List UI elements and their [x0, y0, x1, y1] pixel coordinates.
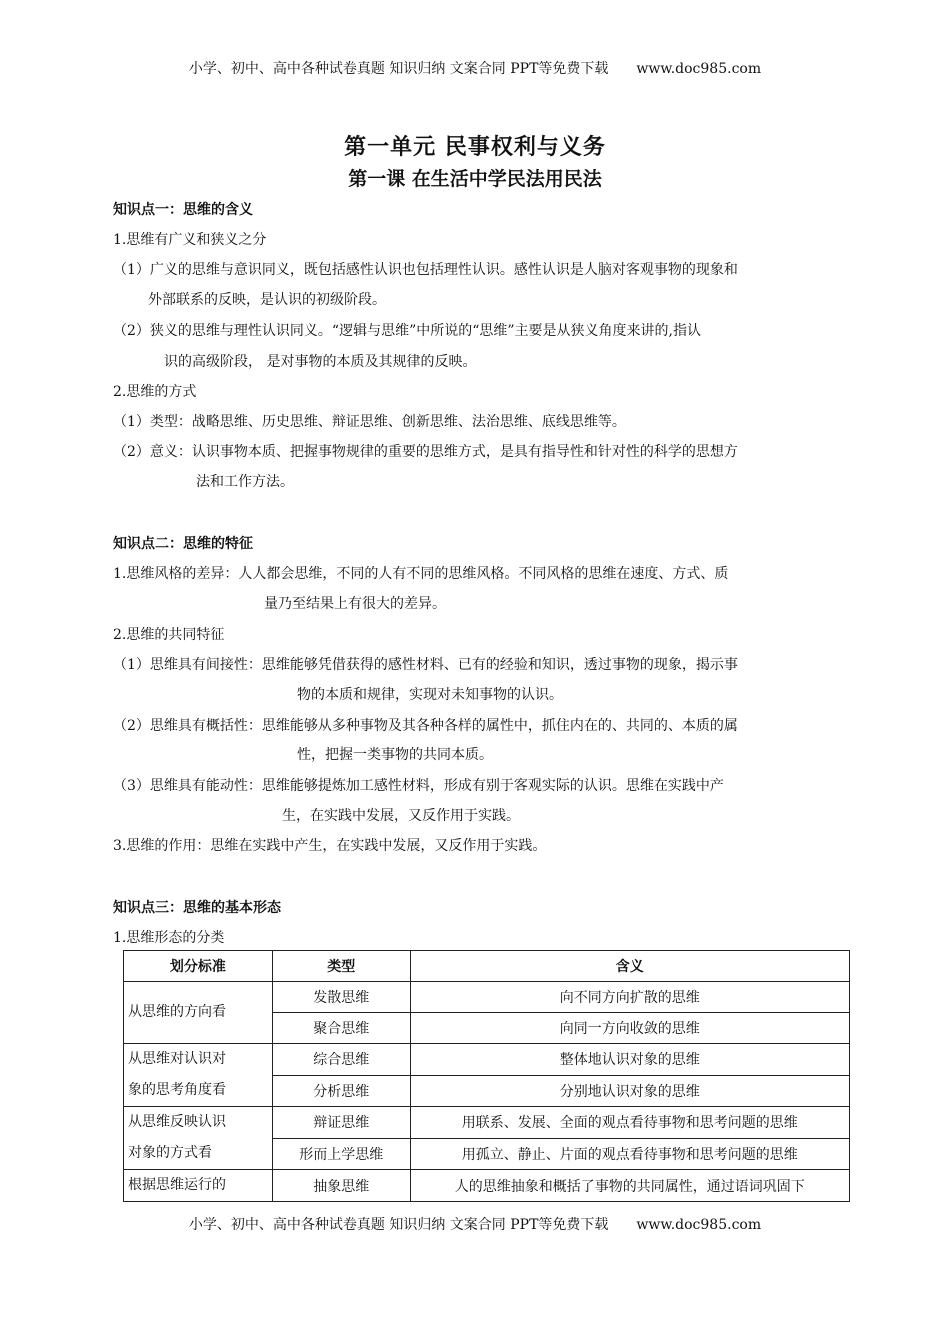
meaning-cell: 整体地认识对象的思维 — [410, 1044, 849, 1076]
meaning-cell: 分别地认识对象的思维 — [410, 1075, 849, 1107]
kp2-p2c-line2: 生，在实践中发展，又反作用于实践。 — [282, 808, 520, 824]
kp1-p2a: （1）类型：战略思维、历史思维、辩证思维、创新思维、法治思维、底线思维等。 — [113, 414, 626, 430]
type-cell: 辩证思维 — [272, 1107, 410, 1139]
meaning-cell: 用联系、发展、全面的观点看待事物和思考问题的思维 — [410, 1107, 849, 1139]
standard-text-line2: 对象的方式看 — [128, 1145, 212, 1161]
footer-site-link[interactable]: www.doc985.com — [636, 1217, 762, 1233]
standard-text: 根据思维运行的 — [128, 1177, 226, 1193]
kp1-p1b-line1: （2）狭义的思维与理性认识同义。“逻辑与思维”中所说的“思维”主要是从狭义角度来讲的,指认 — [113, 323, 701, 339]
meaning-cell: 向不同方向扩散的思维 — [410, 982, 849, 1013]
type-cell: 聚合思维 — [272, 1013, 410, 1044]
kp2-p2: 2.思维的共同特征 — [113, 627, 225, 643]
type-cell: 形而上学思维 — [272, 1138, 410, 1170]
kp1-p2b-line2: 法和工作方法。 — [196, 474, 294, 490]
table-row — [124, 1170, 850, 1202]
standard-text-line1: 从思维对认识对 — [128, 1051, 226, 1067]
table-header-row — [124, 951, 850, 982]
kp1-heading: 知识点一：思维的含义 — [113, 202, 253, 218]
kp2-p2b-line2: 性，把握一类事物的共同本质。 — [297, 747, 493, 763]
table-row — [124, 1044, 850, 1076]
page-header — [0, 58, 950, 78]
kp2-p3: 3.思维的作用：思维在实践中产生，在实践中发展，又反作用于实践。 — [113, 838, 547, 854]
kp1-p1a-line2: 外部联系的反映，是认识的初级阶段。 — [148, 292, 386, 308]
kp2-p2a-line1: （1）思维具有间接性：思维能够凭借获得的感性材料、已有的经验和知识，透过事物的现象，揭示事 — [113, 657, 738, 673]
kp2-p2a-line2: 物的本质和规律，实现对未知事物的认识。 — [297, 687, 563, 703]
standard-cell — [124, 982, 273, 1044]
col-header-type: 类型 — [272, 951, 410, 982]
standard-cell — [124, 1107, 273, 1170]
meaning-cell: 用孤立、静止、片面的观点看待事物和思考问题的思维 — [410, 1138, 849, 1170]
kp1-p1: 1.思维有广义和狭义之分 — [113, 232, 267, 248]
standard-cell — [124, 1170, 273, 1202]
kp1-p1a-line1: （1）广义的思维与意识同义，既包括感性认识也包括理性认识。感性认识是人脑对客观事物的现象和 — [113, 262, 738, 278]
kp2-p2c-line1: （3）思维具有能动性：思维能够提炼加工感性材料，形成有别于客观实际的认识。思维在实践中产 — [113, 778, 724, 794]
kp2-heading: 知识点二：思维的特征 — [113, 536, 253, 552]
kp3-heading: 知识点三：思维的基本形态 — [113, 900, 281, 916]
standard-cell — [124, 1044, 273, 1107]
kp1-p1b-line2: 识的高级阶段， 是对事物的本质及其规律的反映。 — [164, 354, 477, 370]
kp3-p1: 1.思维形态的分类 — [113, 930, 225, 946]
type-cell: 发散思维 — [272, 982, 410, 1013]
type-cell: 分析思维 — [272, 1075, 410, 1107]
unit-title: 第一单元 民事权利与义务 — [344, 135, 606, 160]
kp2-p1-line1: 1.思维风格的差异：人人都会思维，不同的人有不同的思维风格。不同风格的思维在速度、方式、质 — [113, 566, 729, 582]
kp1-p2: 2.思维的方式 — [113, 384, 197, 400]
standard-text-line1: 从思维反映认识 — [128, 1114, 226, 1130]
header-text: 小学、初中、高中各种试卷真题 知识归纳 文案合同 PPT等免费下载 — [188, 61, 609, 77]
kp2-p1-line2: 量乃至结果上有很大的差异。 — [264, 596, 446, 612]
lesson-title: 第一课 在生活中学民法用民法 — [348, 168, 602, 190]
page-footer — [0, 1214, 950, 1234]
kp1-p2b-line1: （2）意义：认识事物本质、把握事物规律的重要的思维方式，是具有指导性和针对性的科学的思想方 — [113, 444, 738, 460]
col-header-standard: 划分标准 — [124, 951, 273, 982]
type-cell: 综合思维 — [272, 1044, 410, 1076]
standard-text-line2: 象的思考角度看 — [128, 1082, 226, 1098]
footer-text: 小学、初中、高中各种试卷真题 知识归纳 文案合同 PPT等免费下载 — [188, 1217, 609, 1233]
thinking-forms-table — [123, 950, 850, 1202]
col-header-meaning: 含义 — [410, 951, 849, 982]
meaning-cell: 人的思维抽象和概括了事物的共同属性，通过语词巩固下 — [410, 1170, 849, 1202]
type-cell: 抽象思维 — [272, 1170, 410, 1202]
table-row — [124, 982, 850, 1013]
meaning-cell: 向同一方向收敛的思维 — [410, 1013, 849, 1044]
standard-text: 从思维的方向看 — [128, 1004, 226, 1020]
table-row — [124, 1107, 850, 1139]
header-site-link[interactable]: www.doc985.com — [636, 61, 762, 77]
kp2-p2b-line1: （2）思维具有概括性：思维能够从多种事物及其各种各样的属性中，抓住内在的、共同的、本质的属 — [113, 718, 738, 734]
